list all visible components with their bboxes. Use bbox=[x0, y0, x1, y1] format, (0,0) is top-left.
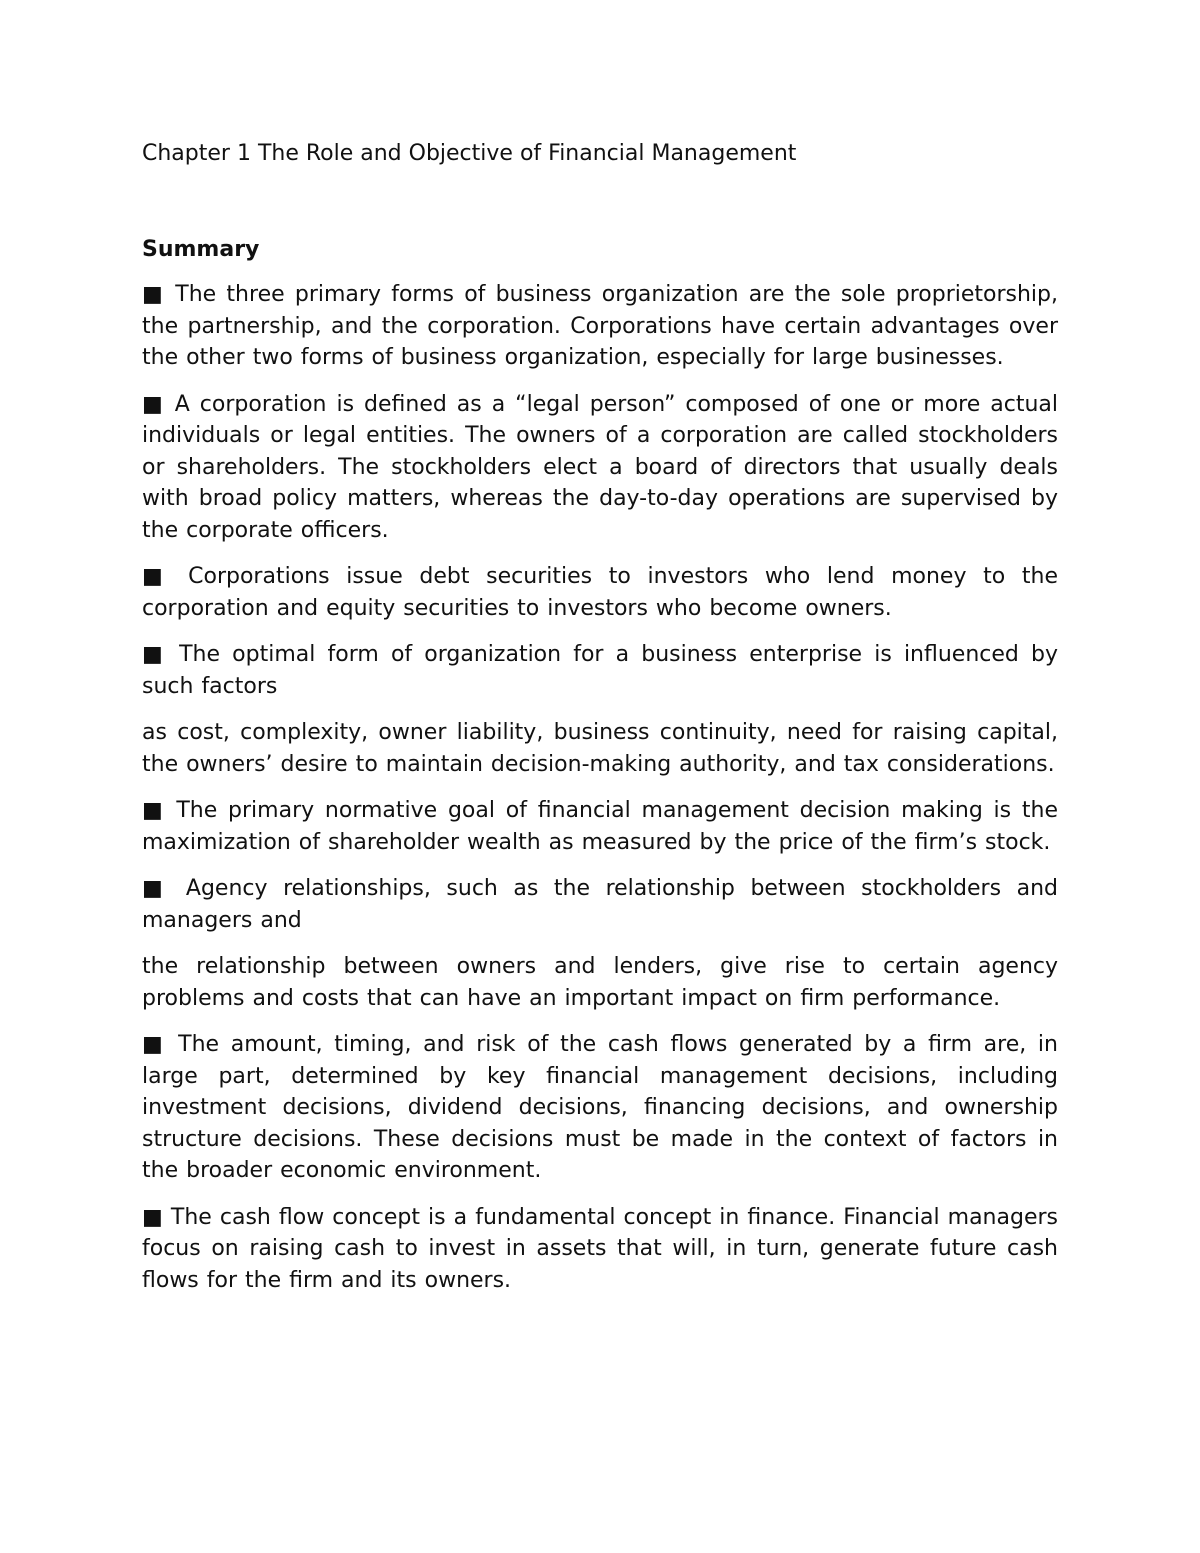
summary-heading: Summary bbox=[142, 237, 260, 262]
summary-paragraph bbox=[142, 389, 1058, 547]
paragraph-text: Agency relationships, such as the relationship between stockholders and managers and bbox=[142, 876, 1058, 933]
document-page bbox=[142, 138, 1058, 1296]
square-bullet-icon: ■ bbox=[142, 282, 166, 307]
paragraph-text: The primary normative goal of financial management decision making is the maximization of shareholder wealth as measured by the price of the firm’s stock. bbox=[142, 798, 1059, 855]
paragraph-text: The three primary forms of business organization are the sole proprietorship, the partnership, and the corporation. Corporations have certain advantages over the other two forms of business organization, especially for large businesses. bbox=[142, 282, 1058, 370]
paragraph-text: The optimal form of organization for a business enterprise is influenced by such factors bbox=[142, 642, 1059, 699]
summary-paragraph bbox=[142, 795, 1058, 858]
paragraph-text: The cash flow concept is a fundamental concept in finance. Financial managers focus on raising cash to invest in assets that will, in turn, generate future cash flows for the firm and its owners. bbox=[142, 1204, 1058, 1293]
square-bullet-icon: ■ bbox=[142, 642, 167, 667]
document-title: Chapter 1 The Role and Objective of Financial Management bbox=[142, 141, 797, 166]
summary-paragraph bbox=[142, 279, 1058, 374]
square-bullet-icon: ■ bbox=[142, 564, 172, 589]
summary-paragraph-continuation bbox=[142, 951, 1058, 1014]
summary-paragraph bbox=[142, 561, 1058, 624]
square-bullet-icon: ■ bbox=[142, 876, 171, 901]
summary-paragraph bbox=[142, 639, 1058, 702]
square-bullet-icon: ■ bbox=[142, 1032, 167, 1057]
summary-paragraph bbox=[142, 873, 1058, 936]
paragraph-text: the relationship between owners and lenders, give rise to certain agency problems and costs that can have an important impact on firm performance. bbox=[142, 954, 1058, 1011]
paragraph-text: The amount, timing, and risk of the cash flows generated by a firm are, in large part, determined by key financial management decisions, including investment decisions, dividend decisions, financing decisions, and ownership structure decisions. These decisions must be made in the context of factors in the broader economic environment. bbox=[142, 1032, 1058, 1183]
summary-paragraph bbox=[142, 1202, 1058, 1297]
summary-paragraph bbox=[142, 1029, 1058, 1187]
paragraph-text: Corporations issue debt securities to investors who lend money to the corporation and equity securities to investors who become owners. bbox=[142, 564, 1059, 621]
square-bullet-icon: ■ bbox=[142, 391, 165, 417]
paragraph-text: as cost, complexity, owner liability, business continuity, need for raising capital, the owners’ desire to maintain decision-making authority, and tax considerations. bbox=[142, 720, 1058, 777]
summary-paragraph-continuation bbox=[142, 717, 1058, 780]
square-bullet-icon: ■ bbox=[142, 798, 166, 823]
paragraph-text: A corporation is defined as a “legal person” composed of one or more actual individuals or legal entities. The owners of a corporation are called stockholders or shareholders. The stockholders elect a board of directors that usually deals with broad policy matters, whereas the day-to-day operations are supervised by the corporate officers. bbox=[142, 391, 1058, 543]
square-bullet-icon: ■ bbox=[142, 1204, 163, 1230]
